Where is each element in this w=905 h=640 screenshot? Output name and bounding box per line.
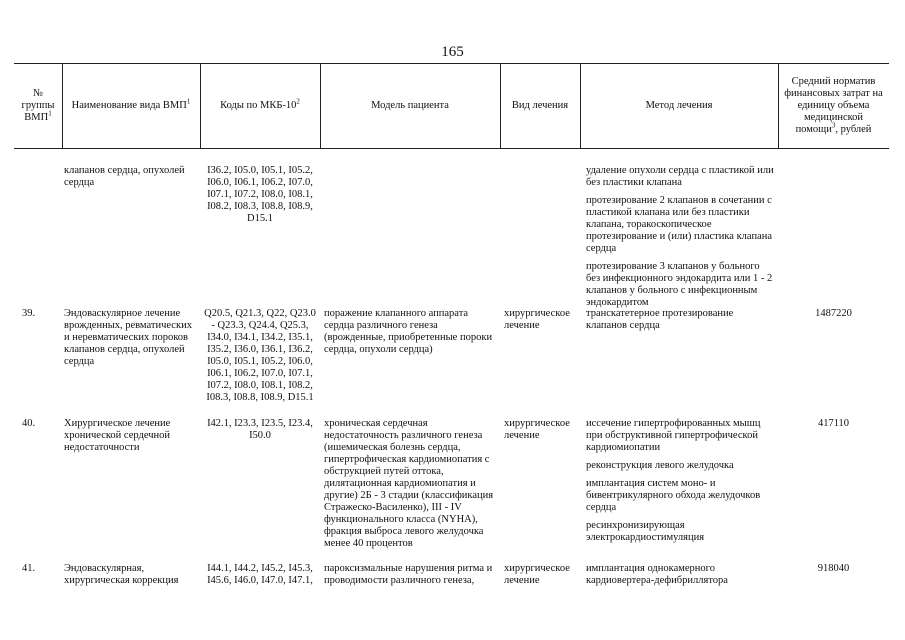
page-number: 165 xyxy=(441,44,464,60)
header-cost: Средний норматив финансовых затрат на единицу объема медицинской помощи$^3$, рублей xyxy=(784,75,883,135)
row-2-model: хроническая сердечная недостаточность различного генеза (ишемическая болезнь сердца, гипертрофическая кардиомиопатия с обструкцией путей оттока, дилятационная кардиомиопатия и другие) 2Б - 3 стадии (классификация Стражеско-Василенко), III - IV функционального класса (NYHA), фракция выброса левого желудочка менее 40 процентов xyxy=(324,418,494,549)
header-name: Наименование вида ВМП$^1$ xyxy=(71,97,191,111)
row-3-cost: 918040 xyxy=(817,563,850,574)
method-item: реконструкция левого желудочка xyxy=(586,460,734,471)
row-2-methods xyxy=(586,418,774,550)
row-2-codes: I42.1, I23.3, I23.5, I23.4, I50.0 xyxy=(207,418,313,441)
header-group: № группы ВМП$^1$ xyxy=(21,87,55,123)
header-codes: Коды по МКБ-$10^2$ xyxy=(220,97,300,111)
method-item: удаление опухоли сердца с пластикой или без пластики клапана xyxy=(586,165,774,188)
row-1-cost: 1487220 xyxy=(815,308,852,319)
row-0-methods xyxy=(586,165,774,315)
method-item: транскатетерное протезирование клапанов сердца xyxy=(586,308,734,331)
method-item: ресинхронизирующая электрокардиостимуляция xyxy=(586,520,705,543)
header-type: Вид лечения xyxy=(511,99,569,111)
row-3-model: пароксизмальные нарушения ритма и проводимости различного генеза, xyxy=(324,563,493,586)
row-1-model: поражение клапанного аппарата сердца различного генеза (врожденные, приобретенные пороки сердца, опухоли сердца) xyxy=(324,308,493,355)
row-3-codes: I44.1, I44.2, I45.2, I45.3, I45.6, I46.0, I47.0, I47.1, xyxy=(207,563,313,586)
row-2-type: хирургическое лечение xyxy=(504,418,570,441)
row-0-codes: I36.2, I05.0, I05.1, I05.2, I06.0, I06.1, I06.2, I07.0, I07.1, I07.2, I08.0, I08.1, I08.2, I08.3, I08.8, I08.9, D15.1 xyxy=(207,165,313,224)
row-1-methods xyxy=(586,308,774,338)
method-item: протезирование 3 клапанов у больного без инфекционного эндокардита или 1 - 2 клапанов у больного с инфекционным эндокардитом xyxy=(586,261,773,308)
row-2-name: Хирургическое лечение хронической сердечной недостаточности xyxy=(64,418,171,453)
method-item: имплантация систем моно- и бивентрикулярного обхода желудочков сердца xyxy=(586,478,761,513)
header-method: Метод лечения xyxy=(645,99,713,111)
method-item: протезирование 2 клапанов в сочетании с пластикой клапана или без пластики клапана, торакоскопическое протезирование и (или) пластика клапана сердца xyxy=(586,195,773,254)
method-item: иссечение гипертрофированных мышц при обструктивной гипертрофической кардиомиопатии xyxy=(586,418,761,453)
row-1-type: хирургическое лечение xyxy=(504,308,570,331)
method-item: имплантация однокамерного кардиовертера-дефибриллятора xyxy=(586,563,728,586)
row-2-number: 40. xyxy=(22,418,36,429)
row-0-name: клапанов сердца, опухолей сердца xyxy=(64,165,185,188)
header-bottom-rule xyxy=(14,148,889,149)
row-3-number: 41. xyxy=(22,563,36,574)
row-3-type: хирургическое лечение xyxy=(504,563,570,586)
row-2-cost: 417110 xyxy=(817,418,850,429)
header-model: Модель пациента xyxy=(371,99,449,111)
row-1-codes: Q20.5, Q21.3, Q22, Q23.0 - Q23.3, Q24.4, Q25.3, I34.0, I34.1, I34.2, I35.1, I35.2, I36.0, I36.1, I36.2, I05.0, I05.1, I05.2, I06.0, I06.1, I06.2, I07.0, I07.1, I07.2, I08.0, I08.1, I08.2, I08.3, I08.8, I08.9, D15.1 xyxy=(204,308,316,403)
row-1-name: Эндоваскулярное лечение врожденных, ревматических и неревматических пороков клапанов сердца, опухолей сердца xyxy=(64,308,192,367)
row-3-name: Эндоваскулярная, хирургическая коррекция xyxy=(64,563,179,586)
row-3-methods xyxy=(586,563,774,593)
row-1-number: 39. xyxy=(22,308,36,319)
